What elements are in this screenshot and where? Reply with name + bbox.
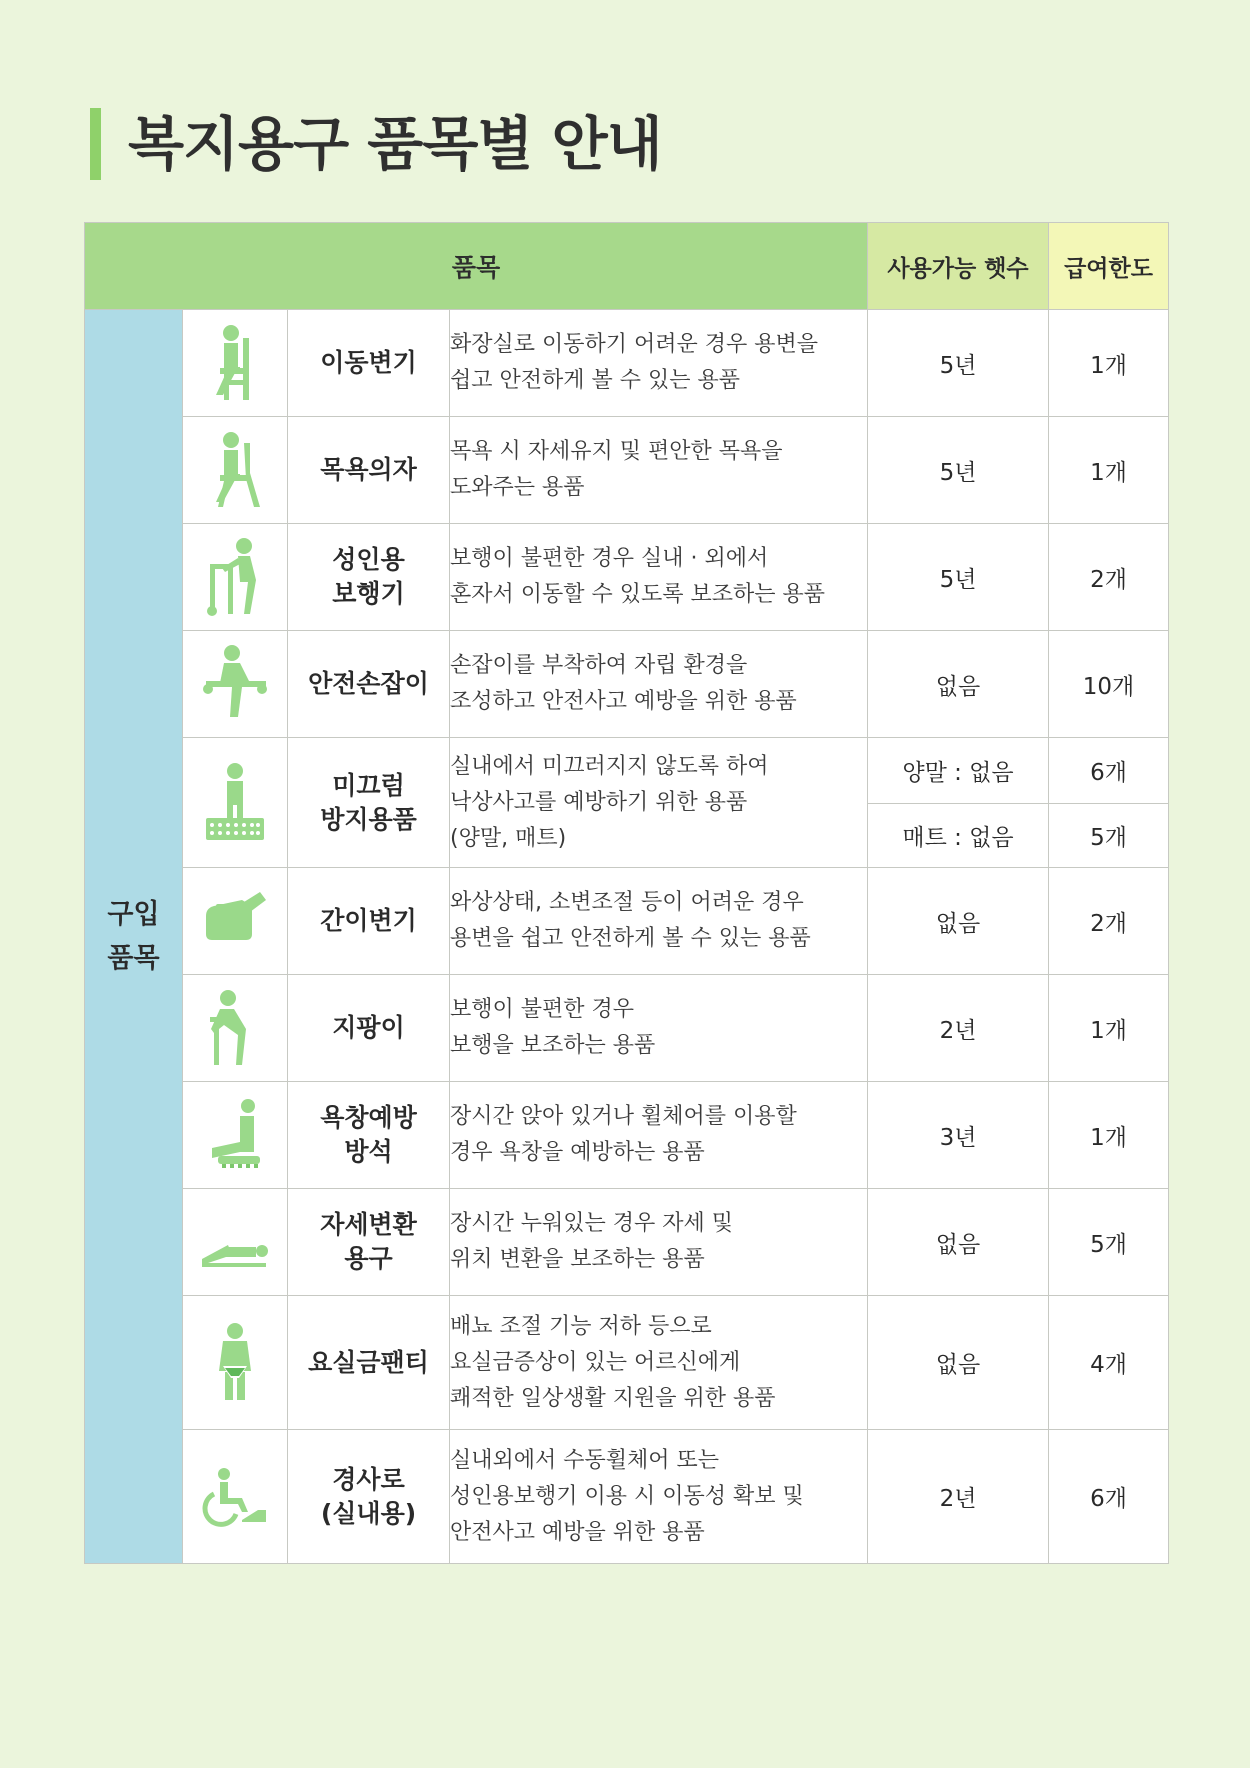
item-name: 경사로 (실내용) xyxy=(288,1430,450,1564)
item-years: 없음 xyxy=(868,1296,1049,1430)
item-description: 손잡이를 부착하여 자립 환경을 조성하고 안전사고 예방을 위한 용품 xyxy=(450,631,868,738)
cushion-icon xyxy=(198,1094,272,1176)
table-row xyxy=(85,1189,1169,1296)
table-row xyxy=(85,738,1169,804)
item-name: 미끄럼 방지용품 xyxy=(288,738,450,868)
icon-cell xyxy=(183,631,288,738)
item-name: 안전손잡이 xyxy=(288,631,450,738)
item-name: 목욕의자 xyxy=(288,417,450,524)
portable-toilet-icon xyxy=(198,322,272,404)
item-years: 3년 xyxy=(868,1082,1049,1189)
item-description: 와상상태, 소변조절 등이 어려운 경우 용변을 쉽고 안전하게 볼 수 있는 용품 xyxy=(450,868,868,975)
item-limit-mat: 5개 xyxy=(1049,804,1169,868)
item-limit: 6개 xyxy=(1049,1430,1169,1564)
table-row xyxy=(85,868,1169,975)
table-row xyxy=(85,1296,1169,1430)
item-years: 없음 xyxy=(868,631,1049,738)
icon-cell xyxy=(183,868,288,975)
item-limit: 4개 xyxy=(1049,1296,1169,1430)
handrail-icon xyxy=(198,643,272,725)
icon-cell xyxy=(183,1082,288,1189)
item-name: 요실금팬티 xyxy=(288,1296,450,1430)
icon-cell xyxy=(183,417,288,524)
category-purchase: 구입 품목 xyxy=(85,310,183,1564)
item-limit: 1개 xyxy=(1049,310,1169,417)
icon-cell xyxy=(183,1296,288,1430)
item-years: 2년 xyxy=(868,1430,1049,1564)
item-description: 보행이 불편한 경우 보행을 보조하는 용품 xyxy=(450,975,868,1082)
item-limit-socks: 6개 xyxy=(1049,738,1169,804)
incontinence-pants-icon xyxy=(198,1322,272,1404)
item-description: 장시간 앉아 있거나 휠체어를 이용할 경우 욕창을 예방하는 용품 xyxy=(450,1082,868,1189)
header-years: 사용가능 햇수 xyxy=(868,223,1049,310)
item-limit: 1개 xyxy=(1049,1082,1169,1189)
item-description: 실내외에서 수동휠체어 또는 성인용보행기 이용 시 이동성 확보 및 안전사고 예방을 위한 용품 xyxy=(450,1430,868,1564)
table-row xyxy=(85,524,1169,631)
item-name: 이동변기 xyxy=(288,310,450,417)
item-name: 욕창예방 방석 xyxy=(288,1082,450,1189)
item-description: 배뇨 조절 기능 저하 등으로 요실금증상이 있는 어르신에게 쾌적한 일상생활 지원을 위한 용품 xyxy=(450,1296,868,1430)
ramp-icon xyxy=(198,1456,272,1538)
title-accent-bar xyxy=(90,108,101,180)
item-name: 자세변환 용구 xyxy=(288,1189,450,1296)
item-limit: 1개 xyxy=(1049,975,1169,1082)
item-name: 지팡이 xyxy=(288,975,450,1082)
anti-slip-icon xyxy=(198,762,272,844)
icon-cell xyxy=(183,1430,288,1564)
icon-cell xyxy=(183,1189,288,1296)
icon-cell xyxy=(183,524,288,631)
table-row xyxy=(85,310,1169,417)
page-title: 복지용구 품목별 안내 xyxy=(128,110,662,178)
table-row xyxy=(85,417,1169,524)
item-limit: 2개 xyxy=(1049,868,1169,975)
icon-cell xyxy=(183,310,288,417)
item-description: 목욕 시 자세유지 및 편안한 목욕을 도와주는 용품 xyxy=(450,417,868,524)
item-years: 5년 xyxy=(868,310,1049,417)
item-guide-table xyxy=(84,222,1169,1564)
item-years-socks: 양말 : 없음 xyxy=(868,738,1049,804)
urinal-icon xyxy=(198,880,272,962)
table-row xyxy=(85,1430,1169,1564)
cane-icon xyxy=(198,987,272,1069)
item-years: 5년 xyxy=(868,524,1049,631)
item-years: 5년 xyxy=(868,417,1049,524)
positioning-icon xyxy=(198,1201,272,1283)
walker-icon xyxy=(198,536,272,618)
icon-cell xyxy=(183,975,288,1082)
item-years: 2년 xyxy=(868,975,1049,1082)
item-description: 실내에서 미끄러지지 않도록 하여 낙상사고를 예방하기 위한 용품 (양말, 매트) xyxy=(450,738,868,868)
header-item: 품목 xyxy=(85,223,868,310)
item-name: 성인용 보행기 xyxy=(288,524,450,631)
table-row xyxy=(85,975,1169,1082)
table-header-row xyxy=(85,223,1169,310)
item-limit: 5개 xyxy=(1049,1189,1169,1296)
item-limit: 1개 xyxy=(1049,417,1169,524)
item-limit: 2개 xyxy=(1049,524,1169,631)
item-limit: 10개 xyxy=(1049,631,1169,738)
header-limit: 급여한도 xyxy=(1049,223,1169,310)
icon-cell xyxy=(183,738,288,868)
table-row xyxy=(85,631,1169,738)
item-description: 화장실로 이동하기 어려운 경우 용변을 쉽고 안전하게 볼 수 있는 용품 xyxy=(450,310,868,417)
item-years: 없음 xyxy=(868,868,1049,975)
bath-chair-icon xyxy=(198,429,272,511)
item-description: 보행이 불편한 경우 실내 · 외에서 혼자서 이동할 수 있도록 보조하는 용품 xyxy=(450,524,868,631)
item-years-mat: 매트 : 없음 xyxy=(868,804,1049,868)
item-name: 간이변기 xyxy=(288,868,450,975)
table-row xyxy=(85,1082,1169,1189)
item-description: 장시간 누워있는 경우 자세 및 위치 변환을 보조하는 용품 xyxy=(450,1189,868,1296)
item-years: 없음 xyxy=(868,1189,1049,1296)
